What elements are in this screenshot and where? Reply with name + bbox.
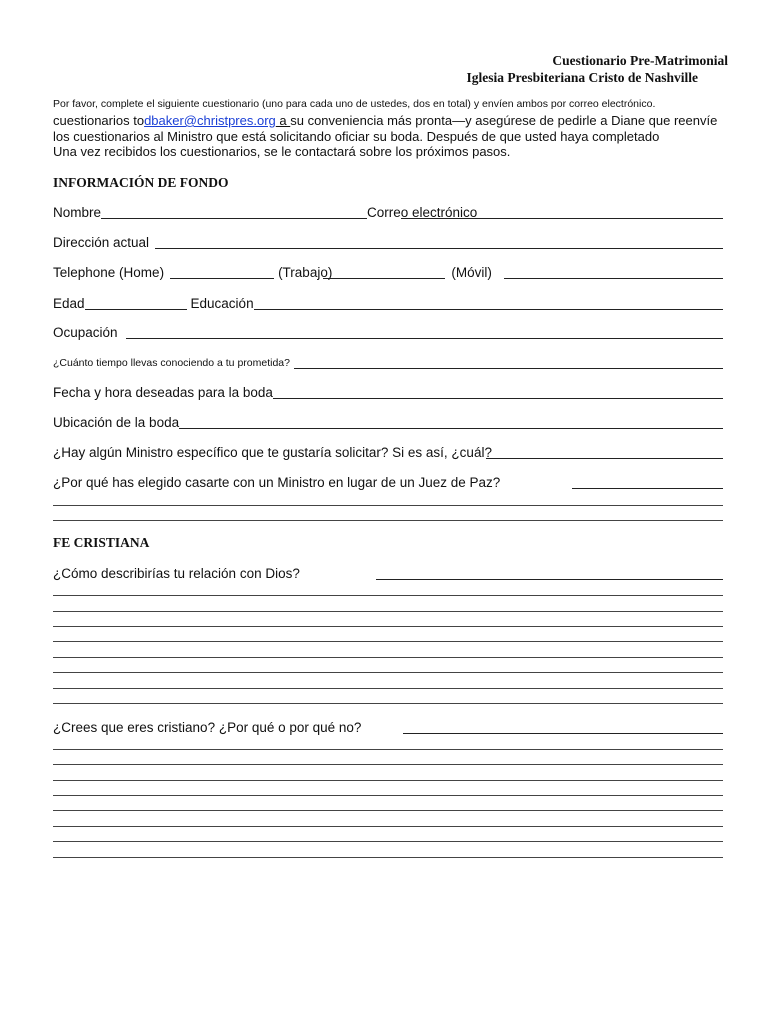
intro-line-1-pre: cuestionarios to [53, 113, 145, 128]
row-relation-god [53, 564, 723, 582]
answer-line[interactable] [53, 749, 723, 750]
label-age: Edad [53, 296, 85, 311]
label-occupation: Ocupación [53, 325, 118, 340]
answer-line[interactable] [53, 641, 723, 642]
row-wedding-location [53, 413, 723, 431]
input-why-minister[interactable] [572, 488, 723, 489]
answer-line[interactable] [53, 595, 723, 596]
label-phone-home: Telephone (Home) [53, 265, 165, 280]
label-name: Nombre [53, 205, 102, 220]
input-phone-work[interactable] [323, 278, 445, 279]
label-minister: ¿Hay algún Ministro específico que te gustaría solicitar? Si es así, ¿cuál? [53, 445, 492, 460]
row-occupation [53, 323, 723, 341]
intro-small: Por favor, complete el siguiente cuestionario (uno para cada uno de ustedes, dos en total) y envíen ambos por correo electrónico. [53, 98, 656, 110]
answer-line[interactable] [53, 764, 723, 765]
answer-line[interactable] [53, 672, 723, 673]
intro-line-1-post: su conveniencia más pronta—y asegúrese de pedirle a Diane que reenvíe [290, 113, 718, 128]
row-christian [53, 718, 723, 736]
input-address[interactable] [155, 248, 723, 249]
label-wedding-date: Fecha y hora deseadas para la boda [53, 385, 273, 400]
row-address [53, 233, 723, 251]
input-email[interactable] [401, 218, 723, 219]
row-known-time [53, 353, 723, 371]
label-wedding-location: Ubicación de la boda [53, 415, 180, 430]
answer-line[interactable] [53, 795, 723, 796]
answer-line[interactable] [53, 826, 723, 827]
row-phones [53, 263, 723, 281]
section-background-title: INFORMACIÓN DE FONDO [53, 175, 229, 190]
answer-line[interactable] [53, 688, 723, 689]
label-known-time: ¿Cuánto tiempo llevas conociendo a tu prometida? [53, 357, 290, 369]
answer-line[interactable] [53, 841, 723, 842]
row-age-education [53, 294, 723, 312]
label-christian: ¿Crees que eres cristiano? ¿Por qué o por qué no? [53, 720, 362, 735]
intro-line-1-mid: a [275, 113, 291, 128]
label-education: Educación [190, 296, 254, 311]
answer-line[interactable] [53, 626, 723, 627]
label-address: Dirección actual [53, 235, 150, 250]
answer-line[interactable] [53, 810, 723, 811]
answer-line[interactable] [53, 703, 723, 704]
label-phone-mobile: (Móvil) [451, 265, 492, 280]
input-relation-god[interactable] [376, 579, 723, 580]
section-faith-title: FE CRISTIANA [53, 535, 150, 550]
email-link[interactable]: dbaker@christpres.org [144, 113, 276, 128]
input-phone-home[interactable] [170, 278, 274, 279]
input-occupation[interactable] [126, 338, 723, 339]
intro-line-3: Una vez recibidos los cuestionarios, se le contactará sobre los próximos pasos. [53, 144, 511, 159]
answer-line[interactable] [53, 611, 723, 612]
church-name: Iglesia Presbiteriana Cristo de Nashville [466, 70, 698, 85]
input-known-time[interactable] [294, 368, 723, 369]
answer-line[interactable] [53, 857, 723, 858]
document-header [467, 52, 728, 86]
input-phone-mobile[interactable] [504, 278, 723, 279]
answer-line[interactable] [53, 657, 723, 658]
row-wedding-date [53, 383, 723, 401]
input-wedding-date[interactable] [273, 398, 723, 399]
input-wedding-location[interactable] [179, 428, 723, 429]
input-age[interactable] [85, 309, 187, 310]
label-phone-work: (Trabajo) [278, 265, 333, 280]
answer-line[interactable] [53, 520, 723, 521]
intro-line-1 [53, 113, 733, 129]
label-why-minister: ¿Por qué has elegido casarte con un Ministro en lugar de un Juez de Paz? [53, 475, 501, 490]
intro-line-2: los cuestionarios al Ministro que está solicitando oficiar su boda. Después de que usted haya completado [53, 128, 660, 144]
label-email: Correo electrónico [367, 205, 478, 220]
label-relation-god: ¿Cómo describirías tu relación con Dios? [53, 566, 300, 581]
answer-line[interactable] [53, 505, 723, 506]
intro-text [53, 98, 733, 160]
input-education[interactable] [254, 309, 723, 310]
input-name[interactable] [101, 218, 367, 219]
row-minister [53, 443, 723, 461]
answer-line[interactable] [53, 780, 723, 781]
row-why-minister [53, 473, 723, 491]
input-minister[interactable] [486, 458, 723, 459]
row-name-email [53, 203, 723, 221]
input-christian[interactable] [403, 733, 723, 734]
document-title: Cuestionario Pre-Matrimonial [552, 53, 728, 68]
